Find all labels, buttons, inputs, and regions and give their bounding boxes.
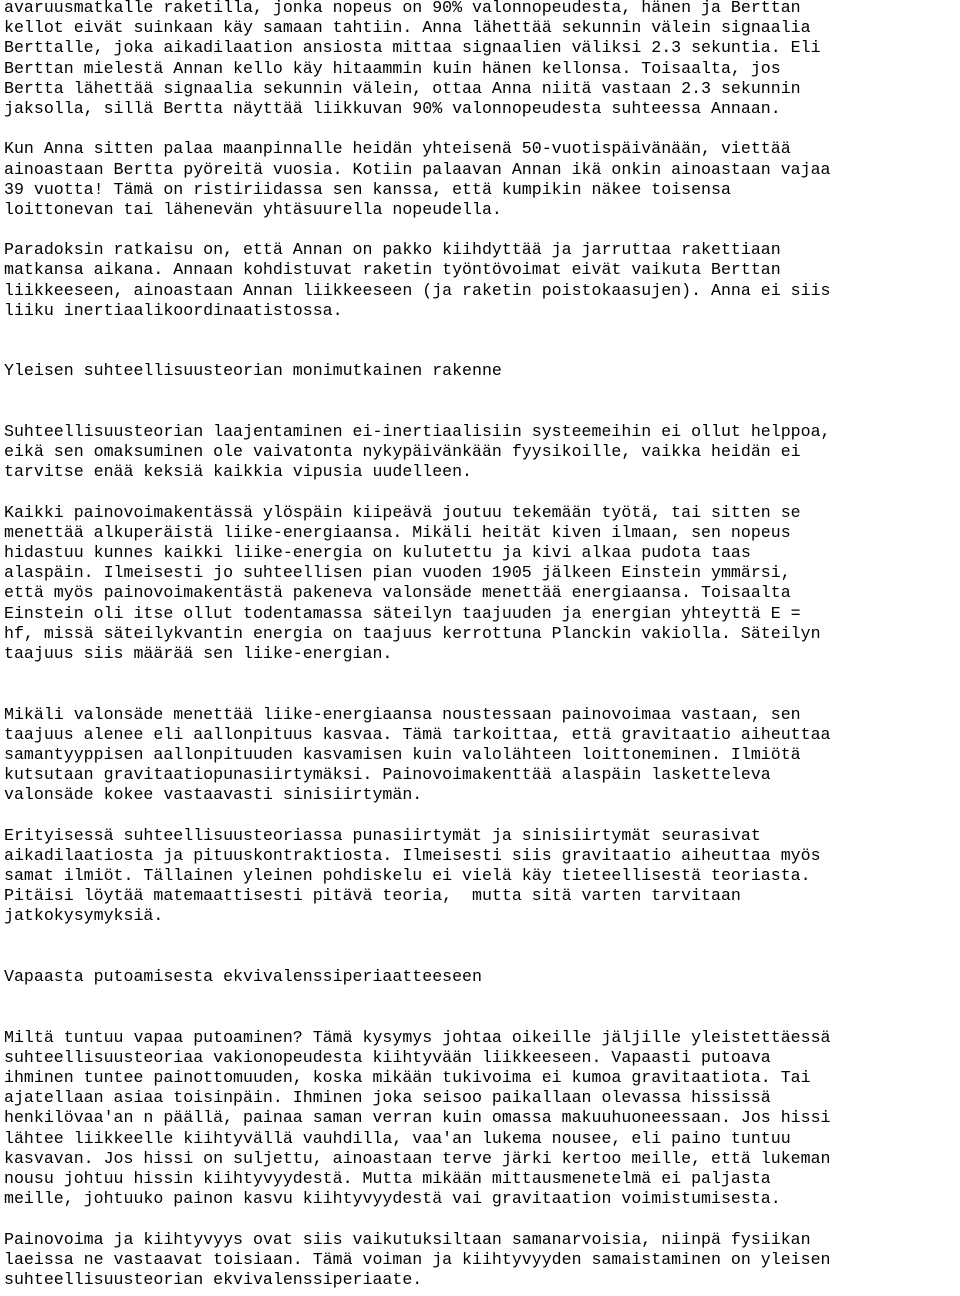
text-line: suhteellisuusteorian ekvivalenssiperiaate.	[4, 1269, 423, 1289]
text-line: loittonevan tai lähenevän yhtäsuurella nopeudella.	[4, 199, 502, 219]
text-line: Paradoksin ratkaisu on, että Annan on pakko kiihdyttää ja jarruttaa rakettiaan	[4, 240, 781, 260]
text-line: kellot eivät suinkaan käy samaan tahtiin. Anna lähettää sekunnin välein signaalia	[4, 18, 811, 38]
text-line: Bertta lähettää signaalia sekunnin välein, ottaa Anna niitä vastaan 2.3 sekunnin	[4, 78, 801, 98]
text-line: 39 vuotta! Tämä on ristiriidassa sen kanssa, että kumpikin näkee toisensa	[4, 179, 731, 199]
text-line: Suhteellisuusteorian laajentaminen ei-inertiaalisiin systeemeihin ei ollut helppoa,	[4, 421, 831, 441]
text-line: suhteellisuusteoriaa vakionopeudesta kiihtyvään liikkeeseen. Vapaasti putoava	[4, 1047, 771, 1067]
text-line: meille, johtuuko painon kasvu kiihtyvyydestä vai gravitaation voimistumisesta.	[4, 1189, 781, 1209]
section-spacer	[4, 382, 960, 422]
text-line: Kaikki painovoimakentässä ylöspäin kiipeävä joutuu tekemään työtä, tai sitten se	[4, 502, 801, 522]
text-line: kasvavan. Jos hissi on suljettu, ainoastaan terve järki kertoo meille, että lukeman	[4, 1148, 831, 1168]
text-line: että myös painovoimakentästä pakeneva valonsäde menettää energiaansa. Toisaalta	[4, 583, 791, 603]
text-line: kutsutaan gravitaatiopunasiirtymäksi. Painovoimakenttää alaspäin lasketteleva	[4, 765, 771, 785]
text-line: samantyyppisen aallonpituuden kasvamisen kuin valolähteen loittoneminen. Ilmiötä	[4, 744, 801, 764]
text-line: liiku inertiaalikoordinaatistossa.	[4, 300, 343, 320]
text-line: Kun Anna sitten palaa maanpinnalle heidän yhteisenä 50-vuotispäivänään, viettää	[4, 139, 791, 159]
text-line: ihminen tuntee painottomuuden, koska mikään tukivoima ei kumoa gravitaatiota. Tai	[4, 1068, 811, 1088]
text-line: laeissa ne vastaavat toisiaan. Tämä voiman ja kiihtyvyyden samaistaminen on yleisen	[4, 1249, 831, 1269]
text-line: hf, missä säteilykvantin energia on taajuus kerrottuna Planckin vakiolla. Säteilyn	[4, 623, 821, 643]
paragraph	[4, 705, 960, 806]
paragraph	[4, 1230, 960, 1291]
paragraph-spacer	[4, 483, 960, 503]
text-line: Mikäli valonsäde menettää liike-energiaansa noustessaan painovoimaa vastaan, sen	[4, 704, 801, 724]
text-line: Einstein oli itse ollut todentamassa säteilyn taajuuden ja energian yhteyttä E =	[4, 603, 801, 623]
text-line: samat ilmiöt. Tällainen yleinen pohdiskelu ei vielä käy tieteellisestä teoriasta.	[4, 866, 811, 886]
text-line: taajuus alenee eli aallonpituus kasvaa. Tämä tarkoittaa, että gravitaatio aiheuttaa	[4, 724, 831, 744]
text-line: jaksolla, sillä Bertta näyttää liikkuvan 90% valonnopeudesta suhteessa Annaan.	[4, 98, 781, 118]
text-line: ainoastaan Bertta pyöreitä vuosia. Kotiin palaavan Annan ikä onkin ainoastaan vajaa	[4, 159, 831, 179]
paragraph	[4, 826, 960, 927]
document-body	[4, 0, 960, 1290]
paragraph-spacer	[4, 119, 960, 139]
text-line: avaruusmatkalle raketilla, jonka nopeus on 90% valonnopeudesta, hänen ja Berttan	[4, 0, 801, 17]
paragraph-spacer	[4, 1209, 960, 1229]
text-line: henkilövaa'an n päällä, painaa saman verran kuin omassa makuuhuoneessaan. Jos hissi	[4, 1108, 831, 1128]
text-line: tarvitse enää keksiä kaikkia vipusia uudelleen.	[4, 462, 473, 482]
text-line: jatkokysymyksiä.	[4, 906, 164, 926]
text-line: Berttan mielestä Annan kello käy hitaammin kuin hänen kellonsa. Toisaalta, jos	[4, 58, 781, 78]
text-line: Pitäisi löytää matemaattisesti pitävä teoria, mutta sitä varten tarvitaan	[4, 886, 741, 906]
paragraph	[4, 240, 960, 321]
paragraph	[4, 503, 960, 665]
text-line: liikkeeseen, ainoastaan Annan liikkeeseen (ja raketin poistokaasujen). Anna ei siis	[4, 280, 831, 300]
paragraph	[4, 422, 960, 483]
text-line: hidastuu kunnes kaikki liike-energia on kulutettu ja kivi alkaa pudota taas	[4, 543, 751, 563]
paragraph-spacer	[4, 220, 960, 240]
text-line: menettää alkuperäistä liike-energiaansa. Mikäli heität kiven ilmaan, sen nopeus	[4, 522, 791, 542]
text-line: valonsäde kokee vastaavasti sinisiirtymän.	[4, 785, 423, 805]
paragraph	[4, 0, 960, 119]
section-spacer	[4, 987, 960, 1027]
section-spacer	[4, 664, 960, 704]
text-line: alaspäin. Ilmeisesti jo suhteellisen pian vuoden 1905 jälkeen Einstein ymmärsi,	[4, 563, 791, 583]
text-line: Erityisessä suhteellisuusteoriassa punasiirtymät ja sinisiirtymät seurasivat	[4, 825, 761, 845]
paragraph-spacer	[4, 806, 960, 826]
paragraph	[4, 1028, 960, 1210]
text-line: eikä sen omaksuminen ole vaivatonta nykypäivänkään fyysikoille, vaikka heidän ei	[4, 442, 801, 462]
text-line: ajatellaan asiaa toisinpäin. Ihminen joka seisoo paikallaan olevassa hississä	[4, 1088, 771, 1108]
text-line: Miltä tuntuu vapaa putoaminen? Tämä kysymys johtaa oikeille jäljille yleistettäessä	[4, 1027, 831, 1047]
section-spacer	[4, 927, 960, 967]
text-line: taajuus siis määrää sen liike-energian.	[4, 644, 393, 664]
section-heading: Vapaasta putoamisesta ekvivalenssiperiaatteeseen	[4, 967, 482, 987]
text-line: lähtee liikkeelle kiihtyvällä vauhdilla, vaa'an lukema nousee, eli paino tuntuu	[4, 1128, 791, 1148]
text-line: aikadilaatiosta ja pituuskontraktiosta. Ilmeisesti siis gravitaatio aiheuttaa myös	[4, 845, 821, 865]
text-line: Painovoima ja kiihtyvyys ovat siis vaikutuksiltaan samanarvoisia, niinpä fysiikan	[4, 1229, 811, 1249]
section-heading: Yleisen suhteellisuusteorian monimutkainen rakenne	[4, 361, 502, 381]
paragraph	[4, 139, 960, 220]
section-spacer	[4, 321, 960, 361]
text-line: Berttalle, joka aikadilaation ansiosta mittaa signaalien väliksi 2.3 sekuntia. Eli	[4, 38, 821, 58]
text-line: nousu johtuu hissin kiihtyvyydestä. Mutta mikään mittausmenetelmä ei paljasta	[4, 1168, 771, 1188]
text-line: matkansa aikana. Annaan kohdistuvat raketin työntövoimat eivät vaikuta Berttan	[4, 260, 781, 280]
